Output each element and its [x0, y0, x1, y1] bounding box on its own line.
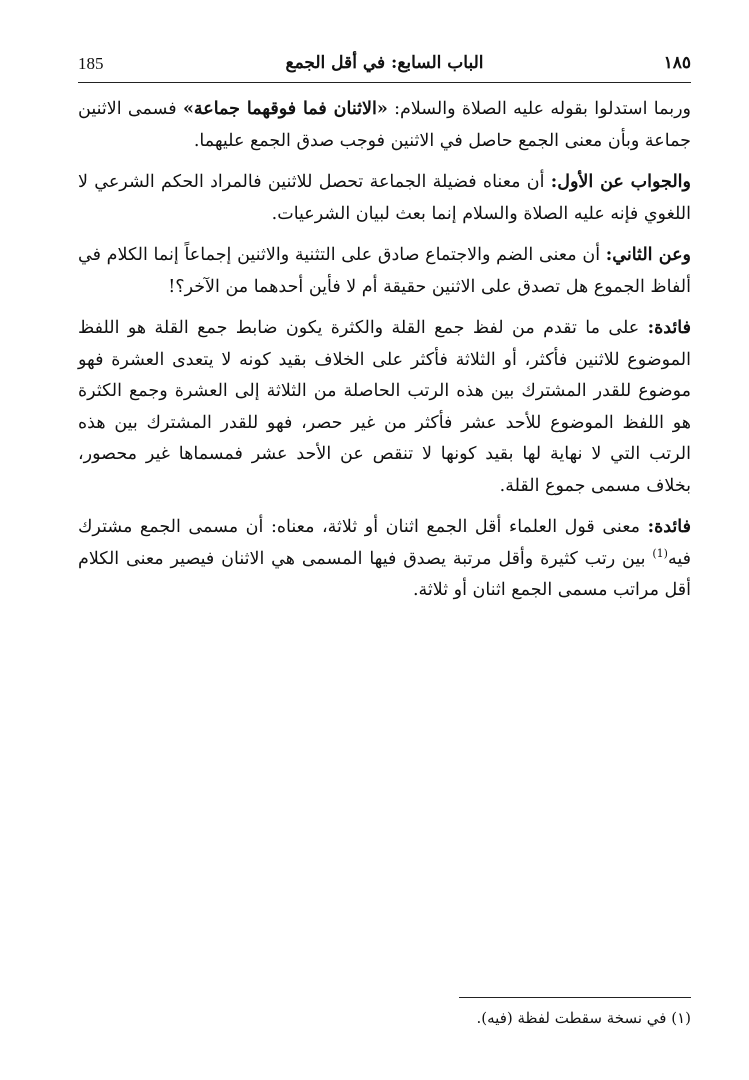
- footnote-marker[interactable]: (1): [652, 546, 668, 560]
- paragraph-heading: فائدة:: [647, 517, 691, 537]
- paragraph-heading: وعن الثاني:: [605, 245, 691, 265]
- paragraph-text: معنى قول العلماء أقل الجمع اثنان أو ثلاثة، معناه: أن مسمى الجمع مشترك فيه: [78, 517, 691, 569]
- paragraph-text: فسمى الاثنين جماعة وبأن معنى الجمع حاصل في الاثنين فوجب صدق الجمع عليهما.: [78, 99, 691, 151]
- page-number-latin: 185: [78, 54, 104, 73]
- paragraph-evidence: [78, 94, 691, 157]
- paragraph-answer-first: [78, 167, 691, 230]
- paragraph-text: أن معناه فضيلة الجماعة تحصل للاثنين فالمراد الحكم الشرعي لا اللغوي فإنه عليه الصلاة والسلام إنما بعث لبيان الشرعيات.: [78, 172, 691, 224]
- footnote-divider: [459, 997, 691, 998]
- paragraph-text: على ما تقدم من لفظ جمع القلة والكثرة يكون ضابط جمع القلة هو اللفظ الموضوع للاثنين فأكثر، أو الثلاثة فأكثر على الخلاف بقيد كونه لا يتعدى العشرة فهو موضوع للقدر المشترك بين هذه الرتب الحاصلة من الثلاثة إلى العشرة وجمع الكثرة هو اللفظ الموضوع للأحد عشر فأكثر من غير حصر، فهو للقدر المشترك بين هذه الرتب التي لا نهاية لها بقيد كونها لا تنقص عن الأحد عشر فمسماها غير محصور، بخلاف مسمى جموع القلة.: [78, 318, 691, 496]
- page-header: [78, 50, 691, 83]
- main-text: [78, 94, 691, 617]
- paragraph-benefit-one: [78, 313, 691, 502]
- footnote-text: في نسخة سقطت لفظة (فيه).: [476, 1009, 672, 1027]
- footnote: [477, 1009, 691, 1027]
- paragraph-text: بين رتب كثيرة وأقل مرتبة يصدق فيها المسمى هي الاثنان فيصير معنى الكلام أقل مراتب مسمى الجمع اثنان أو ثلاثة.: [78, 548, 691, 600]
- paragraph-heading: فائدة:: [647, 318, 691, 338]
- paragraph-text: وربما استدلوا بقوله عليه الصلاة والسلام:: [387, 99, 691, 119]
- hadith-quote: «الاثنان فما فوقهما جماعة»: [182, 99, 388, 119]
- paragraph-heading: والجواب عن الأول:: [550, 172, 691, 192]
- paragraph-benefit-two: [78, 512, 691, 607]
- page-number-arabic: ١٨٥: [663, 53, 691, 73]
- footnote-number: (١): [671, 1009, 691, 1027]
- running-title: الباب السابع: في أقل الجمع: [285, 53, 484, 73]
- paragraph-text: أن معنى الضم والاجتماع صادق على التثنية والاثنين إجماعاً إنما الكلام في ألفاظ الجموع هل تصدق على الاثنين حقيقة أم لا فأين أحدهما من الآخر؟!: [78, 245, 691, 297]
- paragraph-answer-second: [78, 240, 691, 303]
